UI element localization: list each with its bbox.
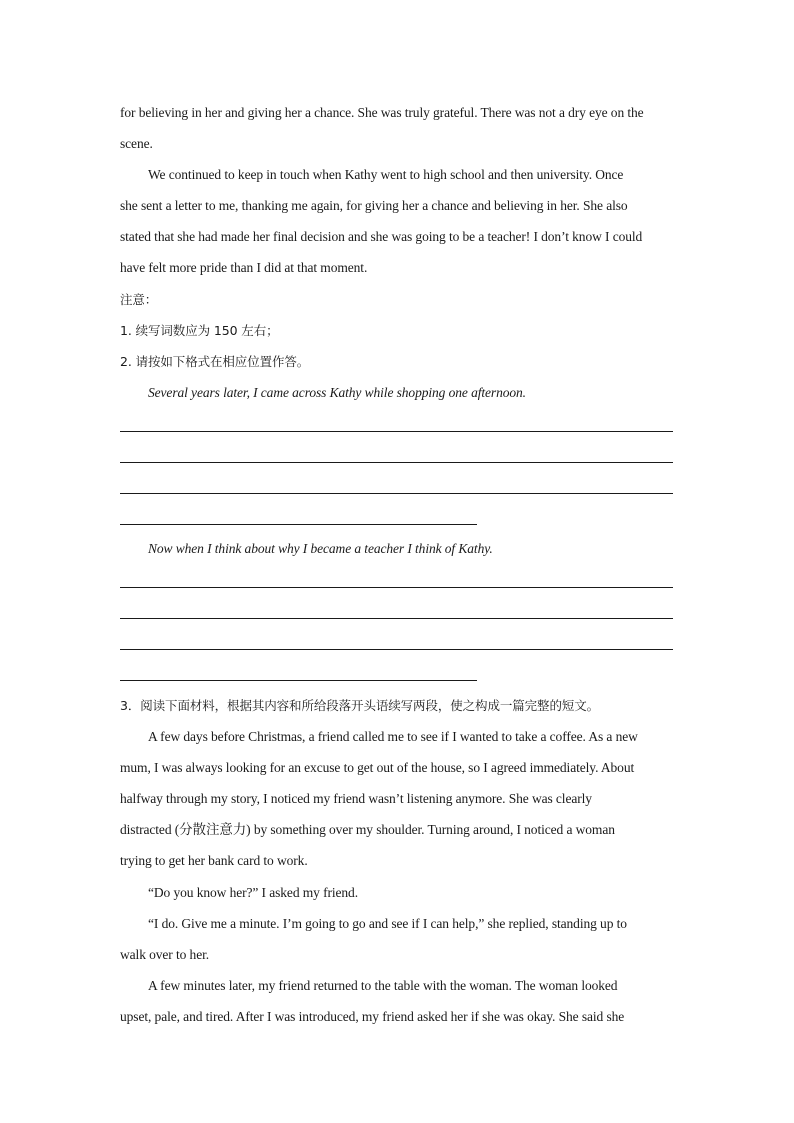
question-3-line-7: “I do. Give me a minute. I’m going to go and see if I can help,” she replied, standing up to (148, 916, 627, 931)
answer-line (120, 493, 673, 494)
continuation-prompt-2: Now when I think about why I became a teacher I think of Kathy. (148, 541, 493, 556)
question-3-line-5: trying to get her bank card to work. (120, 853, 308, 868)
question-3-line-1: A few days before Christmas, a friend called me to see if I wanted to take a coffee. As a new (148, 729, 638, 744)
answer-line (120, 524, 477, 525)
answer-line (120, 462, 673, 463)
passage-line-4: she sent a letter to me, thanking me again, for giving her a chance and believing in her. She also (120, 198, 628, 213)
question-3-line-6: “Do you know her?” I asked my friend. (148, 885, 358, 900)
question-3-line-8: walk over to her. (120, 947, 210, 962)
passage-line-5: stated that she had made her final decision and she was going to be a teacher! I don’t know I could (120, 229, 643, 244)
answer-line (120, 587, 673, 588)
passage-line-6: have felt more pride than I did at that moment. (120, 260, 368, 275)
question-3-line-3: halfway through my story, I noticed my friend wasn’t listening anymore. She was clearly (120, 791, 592, 806)
notes-item-2: 2. 请按如下格式在相应位置作答。 (120, 354, 310, 369)
passage-line-3: We continued to keep in touch when Kathy went to high school and then university. Once (148, 167, 624, 182)
answer-line (120, 680, 477, 681)
question-3-line-10: upset, pale, and tired. After I was introduced, my friend asked her if she was okay. She said she (120, 1009, 625, 1024)
notes-item-1: 1. 续写词数应为 150 左右； (120, 323, 279, 338)
passage-line-2: scene. (120, 136, 153, 151)
passage-line-1: for believing in her and giving her a chance. She was truly grateful. There was not a dry eye on the (120, 105, 644, 120)
question-3-heading: 3．阅读下面材料，根据其内容和所给段落开头语续写两段，使之构成一篇完整的短文。 (120, 698, 600, 713)
question-3-line-9: A few minutes later, my friend returned to the table with the woman. The woman looked (148, 978, 618, 993)
continuation-prompt-1: Several years later, I came across Kathy while shopping one afternoon. (148, 385, 526, 400)
question-3-line-4: distracted (分散注意力) by something over my shoulder. Turning around, I noticed a woman (120, 822, 615, 837)
question-3-line-2: mum, I was always looking for an excuse to get out of the house, so I agreed immediately. About (120, 760, 635, 775)
answer-line (120, 618, 673, 619)
answer-line (120, 649, 673, 650)
notes-heading: 注意： (120, 292, 158, 307)
answer-line (120, 431, 673, 432)
